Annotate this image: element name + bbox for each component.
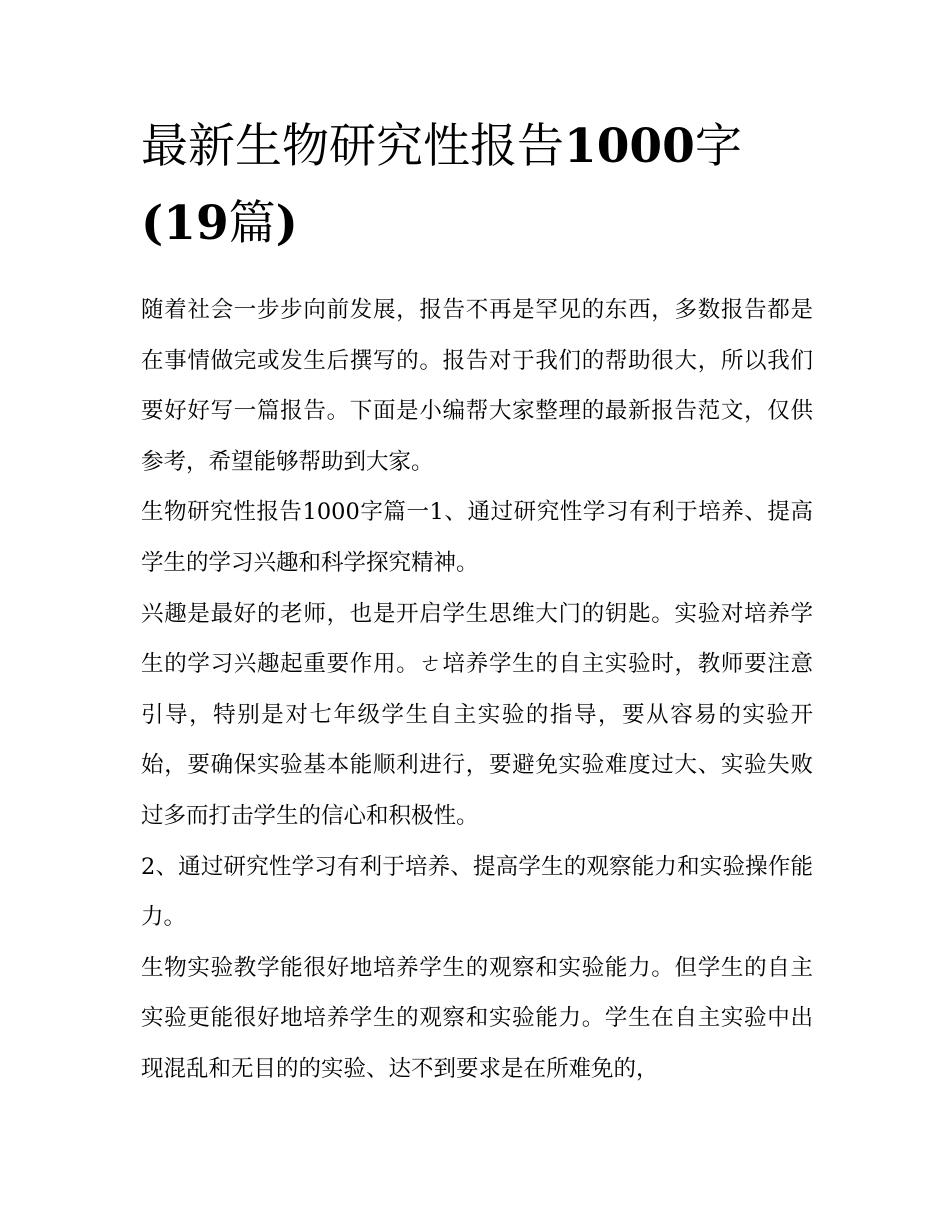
paragraph-intro: 随着社会一步步向前发展，报告不再是罕见的东西，多数报告都是在事情做完或发生后撰写的。报告对于我们的帮助很大，所以我们要好好写一篇报告。下面是小编帮大家整理的最新报告范文，仅供参考，希望能够帮助到大家。 (141, 297, 813, 475)
document-page (141, 108, 813, 1095)
paragraph-section-one: 生物研究性报告1000字篇一1、通过研究性学习有利于培养、提高学生的学习兴趣和科学探究精神。 (141, 499, 813, 576)
document-title: 最新生物研究性报告1000字(19篇) (141, 119, 742, 251)
paragraph-interest: 兴趣是最好的老师，也是开启学生思维大门的钥匙。实验对培养学生的学习兴趣起重要作用。ㄜ培养学生的自主实验时，教师要注意引导，特别是对七年级学生自主实验的指导，要从容易的实验开始，要确保实验基本能顺利进行，要避免实验难度过大、实验失败过多而打击学生的信心和积极性。 (141, 600, 813, 829)
paragraph-experiment: 生物实验教学能很好地培养学生的观察和实验能力。但学生的自主实验更能很好地培养学生的观察和实验能力。学生在自主实验中出现混乱和无目的的实验、达不到要求是在所难免的， (141, 954, 813, 1082)
paragraph-point-two: 2、通过研究性学习有利于培养、提高学生的观察能力和实验操作能力。 (141, 853, 813, 931)
